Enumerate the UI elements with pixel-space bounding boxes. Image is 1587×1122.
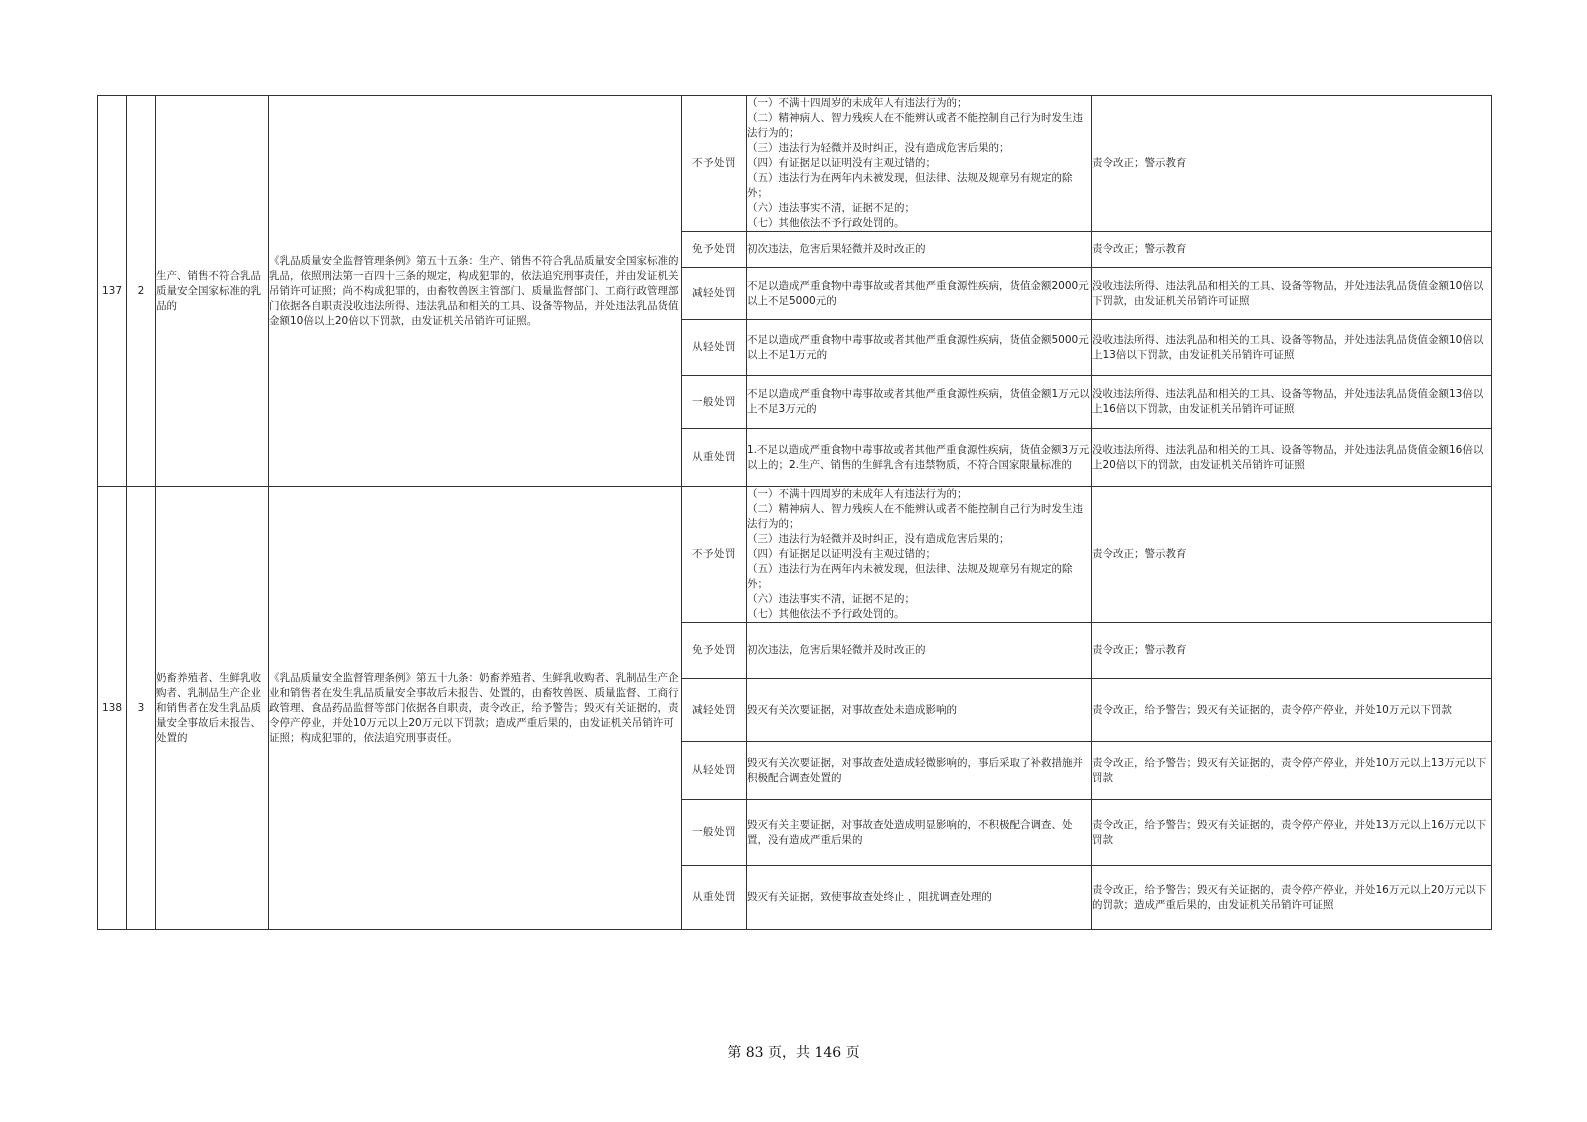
penalty-type: 一般处罚 [682, 800, 747, 866]
seq-number: 137 [98, 96, 127, 487]
violation-name: 奶畜养殖者、生鲜乳收购者、乳制品生产企业和销售者在发生乳品质量安全事故后未报告、处置的 [156, 487, 269, 930]
condition-line: （四）有证据足以证明没有主观过错的； [747, 548, 936, 560]
table-row [98, 487, 1492, 623]
penalty-measure: 没收违法所得、违法乳品和相关的工具、设备等物品，并处违法乳品货值金额13倍以上16倍以下罚款，由发证机关吊销许可证照 [1092, 376, 1492, 429]
sub-number: 2 [127, 96, 156, 487]
condition-line: （六）违法事实不清，证据不足的； [747, 593, 915, 605]
penalty-condition: 1.不足以造成严重食物中毒事故或者其他严重食源性疾病，货值金额3万元以上的；2.生产、销售的生鲜乳含有违禁物质，不符合国家限量标准的 [747, 429, 1092, 487]
condition-line: （七）其他依法不予行政处罚的。 [747, 608, 905, 620]
table-row [98, 96, 1492, 232]
penalty-condition [747, 487, 1092, 623]
penalty-condition: 初次违法，危害后果轻微并及时改正的 [747, 232, 1092, 268]
seq-number: 138 [98, 487, 127, 930]
legal-basis: 《乳品质量安全监督管理条例》第五十九条：奶畜养殖者、生鲜乳收购者、乳制品生产企业和销售者在发生乳品质量安全事故后未报告、处置的，由畜牧兽医、质量监督、工商行政管理、食品药品监督等部门依据各自职责，责令改正，给予警告；毁灭有关证据的，责令停产停业，并处10万元以上20万元以下罚款；造成严重后果的，由发证机关吊销许可证照；构成犯罪的，依法追究刑事责任。 [269, 487, 682, 930]
penalty-measure: 责令改正；警示教育 [1092, 487, 1492, 623]
penalty-type: 免予处罚 [682, 623, 747, 679]
penalty-condition: 不足以造成严重食物中毒事故或者其他严重食源性疾病，货值金额2000元以上不足5000元的 [747, 268, 1092, 320]
penalty-condition: 毁灭有关次要证据，对事故查处造成轻微影响的，事后采取了补救措施并积极配合调查处置的 [747, 742, 1092, 800]
page-number: 第 83 页，共 146 页 [727, 1045, 860, 1061]
condition-line: （七）其他依法不予行政处罚的。 [747, 217, 905, 229]
penalty-condition: 毁灭有关次要证据，对事故查处未造成影响的 [747, 679, 1092, 742]
condition-line: （五）违法行为在两年内未被发现，但法律、法规及规章另有规定的除外； [747, 563, 1073, 590]
penalty-measure: 责令改正，给予警告；毁灭有关证据的，责令停产停业，并处10万元以下罚款 [1092, 679, 1492, 742]
sub-number: 3 [127, 487, 156, 930]
condition-line: （三）违法行为轻微并及时纠正，没有造成危害后果的； [747, 533, 1010, 545]
penalty-measure: 责令改正；警示教育 [1092, 623, 1492, 679]
penalty-type: 一般处罚 [682, 376, 747, 429]
penalty-type: 不予处罚 [682, 487, 747, 623]
violation-name: 生产、销售不符合乳品质量安全国家标准的乳品的 [156, 96, 269, 487]
penalty-table [97, 95, 1492, 930]
penalty-condition [747, 96, 1092, 232]
penalty-type: 从重处罚 [682, 866, 747, 930]
penalty-measure: 没收违法所得、违法乳品和相关的工具、设备等物品，并处违法乳品货值金额16倍以上20倍以下的罚款，由发证机关吊销许可证照 [1092, 429, 1492, 487]
penalty-type: 免予处罚 [682, 232, 747, 268]
penalty-type: 从重处罚 [682, 429, 747, 487]
penalty-type: 从轻处罚 [682, 742, 747, 800]
condition-line: （四）有证据足以证明没有主观过错的； [747, 157, 936, 169]
penalty-measure: 没收违法所得、违法乳品和相关的工具、设备等物品，并处违法乳品货值金额10倍以下罚款，由发证机关吊销许可证照 [1092, 268, 1492, 320]
condition-line: （二）精神病人、智力残疾人在不能辨认或者不能控制自己行为时发生违法行为的； [747, 503, 1083, 530]
penalty-measure: 责令改正，给予警告；毁灭有关证据的，责令停产停业，并处13万元以上16万元以下罚款 [1092, 800, 1492, 866]
penalty-condition: 不足以造成严重食物中毒事故或者其他严重食源性疾病，货值金额1万元以上不足3万元的 [747, 376, 1092, 429]
penalty-type: 不予处罚 [682, 96, 747, 232]
penalty-measure: 没收违法所得、违法乳品和相关的工具、设备等物品，并处违法乳品货值金额10倍以上13倍以下罚款，由发证机关吊销许可证照 [1092, 320, 1492, 376]
penalty-measure: 责令改正；警示教育 [1092, 96, 1492, 232]
penalty-type: 从轻处罚 [682, 320, 747, 376]
penalty-measure: 责令改正，给予警告；毁灭有关证据的，责令停产停业，并处16万元以上20万元以下的罚款；造成严重后果的，由发证机关吊销许可证照 [1092, 866, 1492, 930]
penalty-condition: 初次违法，危害后果轻微并及时改正的 [747, 623, 1092, 679]
condition-line: （一）不满十四周岁的未成年人有违法行为的； [747, 488, 968, 500]
penalty-measure: 责令改正；警示教育 [1092, 232, 1492, 268]
penalty-type: 减轻处罚 [682, 268, 747, 320]
condition-line: （三）违法行为轻微并及时纠正，没有造成危害后果的； [747, 142, 1010, 154]
condition-line: （二）精神病人、智力残疾人在不能辨认或者不能控制自己行为时发生违法行为的； [747, 112, 1083, 139]
penalty-condition: 毁灭有关证据，致使事故查处终止 ，阻扰调查处理的 [747, 866, 1092, 930]
penalty-measure: 责令改正，给予警告；毁灭有关证据的，责令停产停业，并处10万元以上13万元以下罚款 [1092, 742, 1492, 800]
penalty-type: 减轻处罚 [682, 679, 747, 742]
penalty-condition: 毁灭有关主要证据，对事故查处造成明显影响的，不积极配合调查、处置，没有造成严重后果的 [747, 800, 1092, 866]
legal-basis: 《乳品质量安全监督管理条例》第五十五条：生产、销售不符合乳品质量安全国家标准的乳品，依照刑法第一百四十三条的规定，构成犯罪的，依法追究刑事责任，并由发证机关吊销许可证照；尚不构成犯罪的，由畜牧兽医主管部门、质量监督部门、工商行政管理部门依据各自职责没收违法所得、违法乳品和相关的工具、设备等物品，并处违法乳品货值金额10倍以上20倍以下罚款，由发证机关吊销许可证照。 [269, 96, 682, 487]
condition-line: （六）违法事实不清，证据不足的； [747, 202, 915, 214]
condition-line: （五）违法行为在两年内未被发现，但法律、法规及规章另有规定的除外； [747, 172, 1073, 199]
penalty-condition: 不足以造成严重食物中毒事故或者其他严重食源性疾病，货值金额5000元以上不足1万元的 [747, 320, 1092, 376]
condition-line: （一）不满十四周岁的未成年人有违法行为的； [747, 97, 968, 109]
